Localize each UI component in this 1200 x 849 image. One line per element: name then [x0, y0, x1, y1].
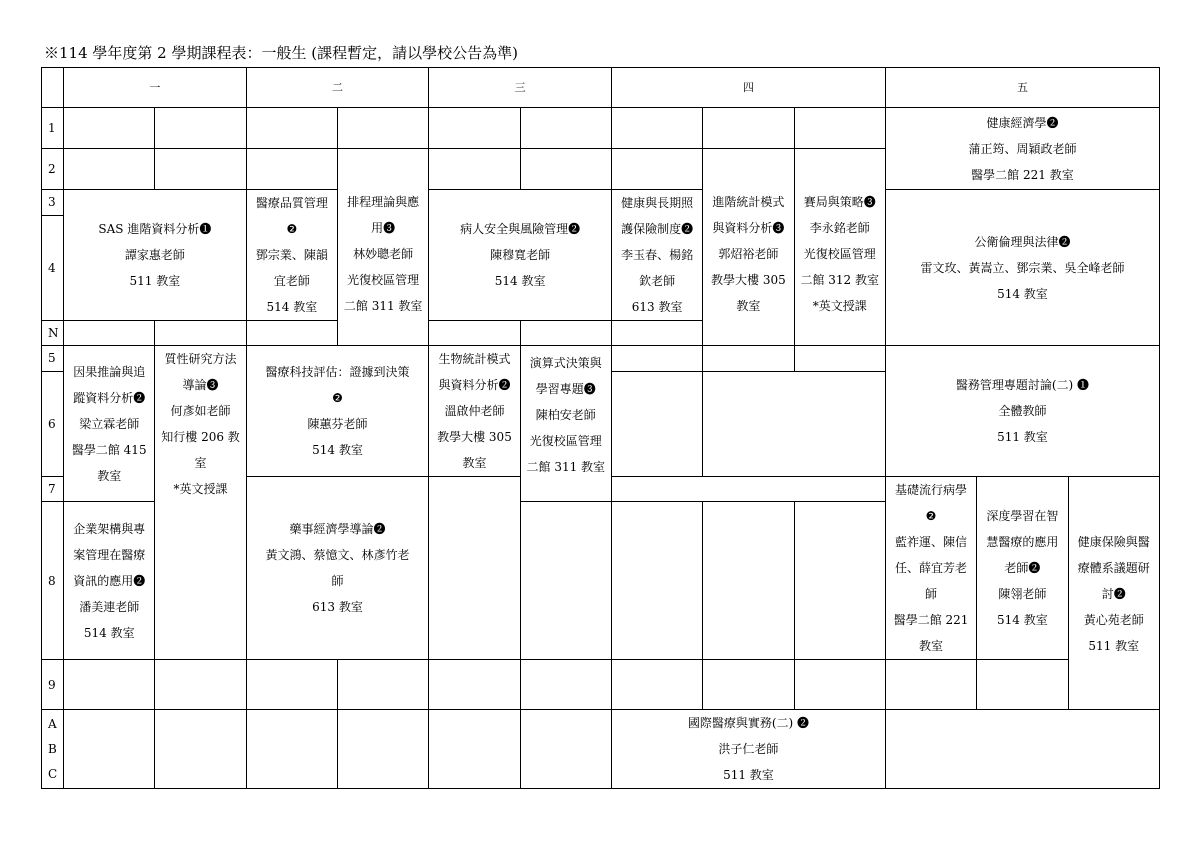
- course-name: 療體系議題研: [1077, 561, 1150, 575]
- course-teacher: 洪子仁老師: [718, 742, 779, 756]
- course-cell: [703, 149, 794, 346]
- course-room: 514 教室: [312, 443, 363, 457]
- course-name: 醫療品質管理: [255, 196, 328, 210]
- course-cell: [885, 108, 1159, 190]
- course-teacher: 陳穆寬老師: [490, 248, 551, 262]
- course-name: 企業架構與專: [73, 521, 146, 536]
- course-name: 導論❸: [182, 378, 219, 392]
- course-teacher: 陳柏安老師: [535, 408, 596, 422]
- course-note: *英文授課: [812, 299, 867, 313]
- period-row-1: [42, 108, 1160, 149]
- course-cell: [977, 477, 1068, 660]
- course-teacher: 黃心苑老師: [1083, 613, 1144, 627]
- period-label: 7: [42, 477, 64, 502]
- course-name: 案管理在醫療: [73, 547, 146, 562]
- course-room: 511 教室: [723, 768, 774, 782]
- day-header-mon: 一: [64, 68, 247, 108]
- day-header-thu: 四: [611, 68, 885, 108]
- course-teacher: 譚家惠老師: [124, 248, 185, 262]
- course-name: 演算式決策與: [529, 356, 602, 370]
- period-label: 5: [42, 346, 64, 372]
- course-name: 健康經濟學❷: [986, 115, 1059, 130]
- course-room: 514 教室: [997, 613, 1048, 627]
- course-name: SAS 進階資料分析❶: [98, 222, 212, 236]
- period-label-c: C: [48, 766, 58, 781]
- period-label: 8: [42, 502, 64, 660]
- course-name: 因果推論與追: [73, 364, 146, 379]
- course-room: 511 教室: [129, 274, 181, 288]
- course-teacher: 梁立霖老師: [79, 416, 140, 431]
- course-name: 護保險制度❷: [621, 222, 694, 236]
- course-cell: [429, 346, 520, 477]
- period-label: N: [42, 321, 64, 346]
- course-name: ❷: [286, 222, 298, 236]
- header-row: [42, 68, 1160, 108]
- course-room: 室: [194, 456, 207, 470]
- course-teacher: 黃文鴻、蔡憶文、林彥竹老: [265, 548, 410, 562]
- course-teacher: 陳蕙芬老師: [307, 417, 368, 431]
- course-room: 教室: [97, 468, 122, 483]
- course-name: 深度學習在智: [986, 509, 1059, 523]
- course-name: 賽局與策略❸: [803, 195, 876, 209]
- period-label: [42, 710, 64, 789]
- course-name: 公衛倫理與法律❷: [974, 234, 1071, 249]
- course-name: 醫療科技評估：證據到決策: [265, 365, 410, 379]
- course-cell: [1068, 477, 1159, 710]
- course-name: ❷: [925, 509, 937, 523]
- course-teacher: 李玉春、楊銘: [621, 248, 694, 262]
- period-row-3: [42, 190, 1160, 216]
- course-name: 基礎流行病學: [895, 483, 968, 497]
- course-teacher: 溫啟仲老師: [444, 404, 505, 418]
- course-teacher: 陳翎老師: [998, 587, 1047, 601]
- course-room: 光復校區管理: [803, 247, 876, 261]
- corner-cell: [42, 68, 64, 108]
- course-name: 排程理論與應: [347, 195, 420, 209]
- course-name: 資訊的應用❷: [73, 573, 146, 588]
- course-teacher: 欽老師: [639, 274, 676, 288]
- course-teacher: 全體教師: [998, 404, 1047, 418]
- course-cell: [338, 149, 429, 346]
- day-header-wed: 三: [429, 68, 612, 108]
- course-room: 二館 311 教室: [526, 460, 606, 474]
- course-room: 514 教室: [83, 625, 135, 640]
- course-room: 教室: [919, 639, 944, 653]
- course-name: 與資料分析❸: [712, 221, 785, 235]
- course-room: 613 教室: [312, 600, 363, 614]
- course-name: 慧醫療的應用: [986, 535, 1059, 549]
- course-cell: [246, 346, 429, 477]
- course-room: 教學大樓 305: [437, 430, 512, 444]
- course-teacher: 林妙聰老師: [353, 247, 414, 261]
- course-name: ❷: [332, 391, 343, 405]
- period-label: 2: [42, 149, 64, 190]
- course-name: 醫務管理專題討論(二) ❶: [955, 378, 1090, 392]
- course-cell: [155, 346, 246, 660]
- course-cell: [885, 477, 976, 660]
- course-room: 醫學二館 221: [893, 613, 969, 627]
- page-title: ※114 學年度第 2 學期課程表：一般生 (課程暫定，請以學校公告為準): [44, 44, 518, 62]
- course-cell: [64, 346, 155, 502]
- course-name: 蹤資料分析❷: [73, 390, 146, 405]
- period-label: 1: [42, 108, 64, 149]
- course-room: 知行樓 206 教: [161, 430, 240, 444]
- course-name: 學習專題❸: [535, 382, 596, 396]
- course-teacher: 任、薛宜芳老: [895, 561, 968, 575]
- course-note: *英文授課: [173, 482, 228, 496]
- period-label-b: B: [48, 741, 57, 756]
- schedule-table: [41, 67, 1160, 789]
- course-name: 生物統計模式: [438, 352, 511, 366]
- course-teacher: 藍祚運、陳信: [895, 535, 968, 549]
- course-teacher: 潘美連老師: [79, 599, 140, 614]
- course-cell: [520, 346, 611, 502]
- period-row-abc: [42, 710, 1160, 789]
- course-teacher: 鄧宗業、陳韻: [255, 248, 328, 262]
- day-header-tue: 二: [246, 68, 429, 108]
- period-label: 6: [42, 371, 64, 476]
- course-cell: [794, 149, 885, 346]
- course-teacher: 宜老師: [273, 274, 310, 288]
- course-name: 進階統計模式: [712, 195, 785, 209]
- course-name: 質性研究方法: [164, 352, 237, 366]
- course-room: 511 教室: [997, 430, 1048, 444]
- course-cell: [611, 710, 885, 789]
- course-name: 病人安全與風險管理❷: [460, 222, 581, 236]
- course-name: 健康與長期照: [621, 196, 694, 210]
- course-cell: [64, 502, 155, 660]
- course-teacher: 師: [331, 574, 344, 588]
- period-row-5: [42, 346, 1160, 372]
- course-room: 二館 311 教室: [343, 299, 423, 313]
- course-room: 教室: [736, 299, 761, 313]
- course-teacher: 李永銘老師: [809, 221, 870, 235]
- course-name: 藥事經濟學導論❷: [289, 522, 386, 536]
- course-room: 514 教室: [266, 300, 318, 314]
- period-row-9: [42, 660, 1160, 710]
- day-header-fri: 五: [885, 68, 1159, 108]
- course-room: 教室: [462, 456, 487, 470]
- course-cell: [611, 190, 702, 321]
- course-room: 醫學二館 221 教室: [971, 167, 1074, 182]
- course-cell: [64, 190, 247, 321]
- course-room: 光復校區管理: [529, 434, 602, 448]
- course-name: 用❸: [371, 221, 396, 235]
- course-name: 老師❷: [1004, 561, 1041, 575]
- course-name: 健康保險與醫: [1077, 535, 1150, 549]
- course-room: 二館 312 教室: [800, 273, 880, 287]
- course-teacher: 蒲正筠、周穎政老師: [968, 141, 1077, 156]
- period-label: 9: [42, 660, 64, 710]
- course-room: 教學大樓 305: [711, 273, 786, 287]
- course-room: 醫學二館 415: [71, 442, 147, 457]
- course-teacher: 雷文玫、黃嵩立、鄧宗業、吳全峰老師: [920, 260, 1125, 275]
- period-label-a: A: [48, 716, 57, 731]
- course-name: 與資料分析❷: [438, 378, 511, 392]
- course-room: 511 教室: [1088, 639, 1140, 653]
- course-cell: [246, 477, 429, 660]
- course-cell: [885, 346, 1159, 477]
- course-name: 討❷: [1101, 587, 1126, 601]
- course-teacher: 郭炤裕老師: [718, 247, 779, 261]
- course-name: 國際醫療與實務(二) ❷: [687, 716, 810, 730]
- course-cell: [246, 190, 337, 321]
- course-room: 514 教室: [494, 274, 546, 288]
- period-label: 4: [42, 215, 64, 320]
- period-label: 3: [42, 190, 64, 216]
- course-cell: [885, 190, 1159, 346]
- course-room: 514 教室: [997, 286, 1048, 301]
- course-teacher: 師: [925, 587, 938, 601]
- course-room: 光復校區管理: [347, 273, 420, 287]
- course-room: 613 教室: [631, 300, 683, 314]
- course-cell: [429, 190, 612, 321]
- course-teacher: 何彥如老師: [170, 404, 231, 418]
